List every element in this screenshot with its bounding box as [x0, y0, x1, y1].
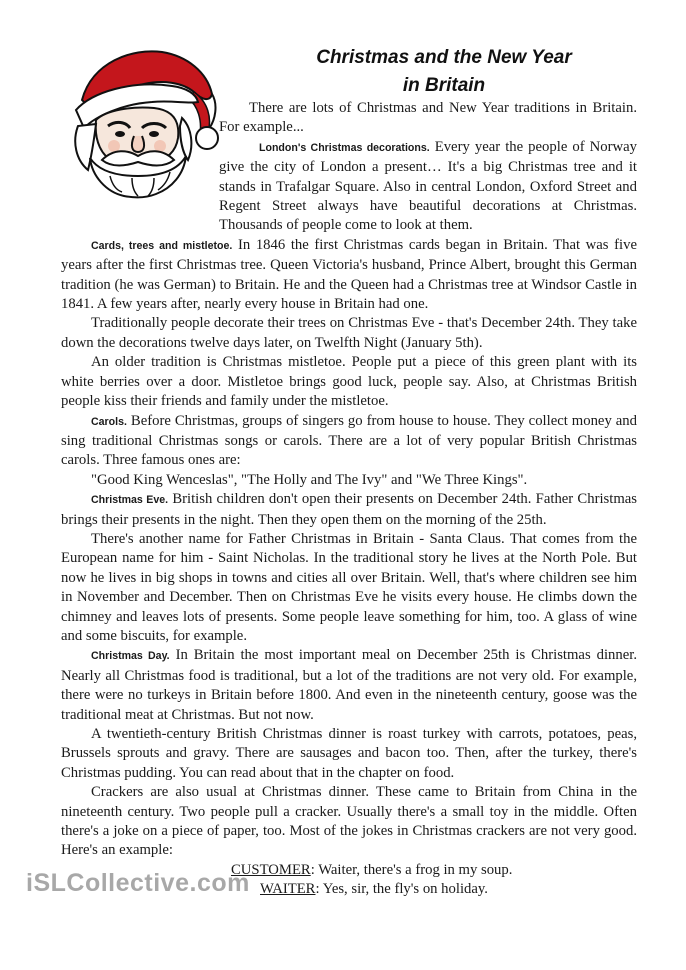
section-text-cards: In 1846 the first Christmas cards began in Britain. That was five years after the first Christmas tree. Queen Victoria's husband, Prince Albert, brought this German tradition (he was German) to Britain. He and the Queen had a Christmas tree at Windsor Castle in 1841. A few years after, nearly every house in Britain had one.: [61, 236, 637, 313]
section-text-london: Every year the people of Norway give the city of London a present… It's a big Christmas tree and it stands in Trafalgar Square. Also in central London, Oxford Street and Regent Street always have beautiful decorations at Christmas. Thousands of people come to look at them.: [219, 138, 637, 234]
dialog-text-customer: : Waiter, there's a frog in my soup.: [310, 861, 513, 878]
section-heading-day: Christmas Day.: [91, 650, 170, 663]
paragraph-santa: There's another name for Father Christmas in Britain - Santa Claus. That comes from the European name for him - Saint Nicholas. In the traditional story he lives at the North Pole. But now he lives in big shops in towns and cities all over Britain. Well, that's where children see him in November and December. Then on Christmas Eve he visits every house. He climbs down the chimney and leaves lots of presents. Some people leave something for him, too. A glass of wine and some biscuits, for example.: [61, 530, 637, 644]
dialog-line-customer: [231, 861, 637, 880]
section-christmas-day: [61, 646, 637, 725]
section-heading-eve: Christmas Eve.: [91, 494, 169, 507]
title-line-2: in Britain: [402, 75, 486, 96]
page-title: [252, 44, 636, 100]
title-line-1: Christmas and the New Year: [316, 47, 572, 68]
paragraph-tree-eve: Traditionally people decorate their trees on Christmas Eve - that's December 24th. They take down the decorations twelve days later, on Twelfth Night (January 5th).: [61, 315, 637, 351]
intro-text: There are lots of Christmas and New Year traditions in Britain. For example...: [219, 100, 637, 136]
section-christmas-eve: [61, 490, 637, 530]
section-text-day: In Britain the most important meal on December 25th is Christmas dinner. Nearly all Christmas food is traditional, but a lot of the traditions are not very old. For example, there were no turkeys in Britain before 1800. And even in the nineteenth century, goose was the traditional meat at Christmas. But not now.: [61, 647, 637, 723]
paragraph-mistletoe: An older tradition is Christmas mistletoe. People put a piece of this green plant with its white berries over a door. Mistletoe brings good luck, people say. Also, at Christmas British people kiss their friends and family under the mistletoe.: [61, 354, 637, 410]
image-spacer: [61, 99, 219, 225]
dialog-text-waiter: : Yes, sir, the fly's on holiday.: [315, 881, 488, 898]
carols-list: "Good King Wenceslas", "The Holly and The Ivy" and "We Three Kings".: [91, 471, 528, 488]
dialog-line-waiter: [231, 880, 637, 899]
section-heading-cards: Cards, trees and mistletoe.: [91, 239, 233, 252]
section-text-carols: Before Christmas, groups of singers go from house to house. They collect money and sing traditional Christmas songs or carols. There are a lot of very popular British Christmas carols. Three famous ones are:: [61, 412, 637, 469]
section-cards: [61, 236, 637, 315]
paragraph-dinner: A twentieth-century British Christmas dinner is roast turkey with carrots, potatoes, peas, Brussels sprouts and gravy. There are sausages and bacon too. Then, after the turkey, there's Christmas pudding. You can read about that in the chapter on food.: [61, 726, 637, 781]
dialog-speaker-waiter: WAITER: [260, 881, 316, 898]
section-heading-london: London's Christmas decorations.: [259, 141, 430, 154]
section-heading-carols: Carols.: [91, 415, 127, 428]
section-carols: [61, 412, 637, 471]
paragraph-crackers: Crackers are also usual at Christmas dinner. These came to Britain from China in the nineteenth century. Two people pull a cracker. Usually there's a small toy in the middle. Often there's a joke on a piece of paper, too. Most of the jokes in Christmas crackers are not very good. Here's an example:: [61, 784, 637, 859]
article-body: [61, 99, 637, 900]
section-text-eve: British children don't open their presents on December 24th. Father Christmas brings their presents in the night. Then they open them on the morning of the 25th.: [61, 491, 637, 528]
dialog-speaker-customer: CUSTOMER: [231, 861, 311, 878]
watermark-logo: iSLCollective.com: [26, 869, 250, 897]
